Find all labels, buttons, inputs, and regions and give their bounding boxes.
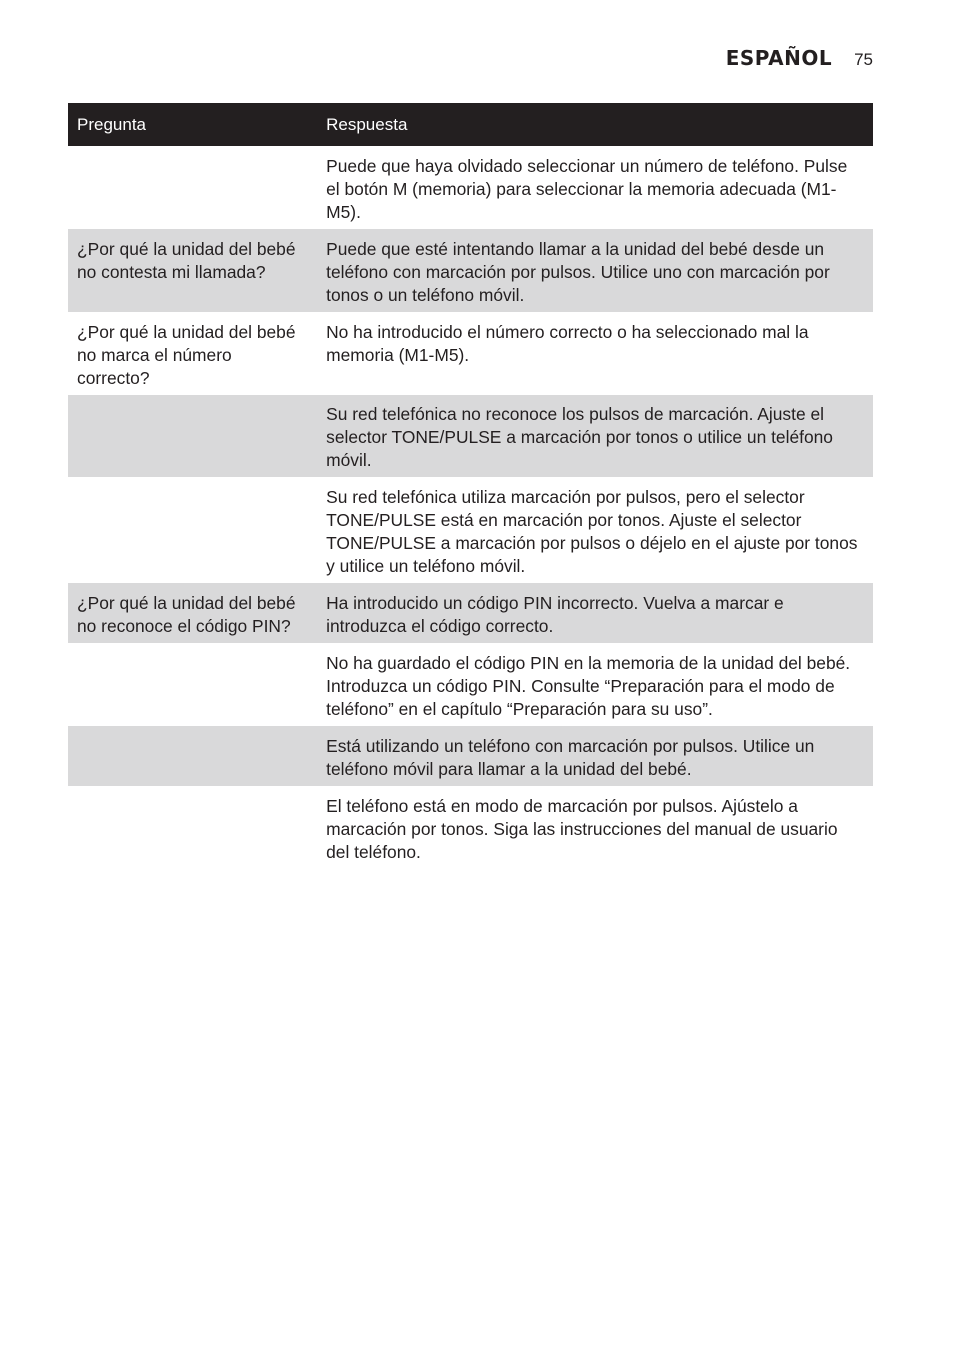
question-cell (68, 726, 317, 786)
answer-cell: El teléfono está en modo de marcación por pulsos. Ajústelo a marcación por tonos. Siga las instrucciones del manual de usuario del teléfono. (326, 796, 838, 862)
table-header-row (68, 103, 873, 146)
page-header (726, 46, 873, 70)
question-cell (68, 477, 317, 583)
question-cell (68, 146, 317, 229)
table-row (68, 229, 873, 312)
answer-cell: Ha introducido un código PIN incorrecto. Vuelva a marcar e introduzca el código correcto. (317, 583, 873, 643)
question-cell: ¿Por qué la unidad del bebé no reconoce el código PIN? (68, 583, 317, 643)
column-header-question: Pregunta (68, 103, 317, 146)
answer-cell: Puede que esté intentando llamar a la unidad del bebé desde un teléfono con marcación por pulsos. Utilice uno con marcación por tonos o un teléfono móvil. (317, 229, 873, 312)
troubleshooting-table (68, 103, 873, 869)
answer-cell: No ha introducido el número correcto o ha seleccionado mal la memoria (M1-M5). (326, 322, 809, 365)
table-row (68, 786, 873, 869)
question-cell: ¿Por qué la unidad del bebé no contesta mi llamada? (68, 229, 317, 312)
page-number: 75 (854, 50, 873, 69)
table-row (68, 726, 873, 786)
question-cell: ¿Por qué la unidad del bebé no marca el número correcto? (77, 322, 296, 388)
table-row (68, 583, 873, 643)
table-row (68, 395, 873, 477)
table-row (68, 477, 873, 583)
answer-cell: Su red telefónica utiliza marcación por pulsos, pero el selector TONE/PULSE está en marcación por tonos. Ajuste el selector TONE/PULSE a marcación por pulsos o déjelo en el ajuste por tonos y utilice un teléfono móvil. (326, 487, 858, 576)
answer-cell: No ha guardado el código PIN en la memoria de la unidad del bebé. Introduzca un código PIN. Consulte “Preparación para el modo de teléfono” en el capítulo “Preparación para su uso”. (326, 653, 851, 719)
column-header-answer: Respuesta (317, 103, 873, 146)
answer-cell: Su red telefónica no reconoce los pulsos de marcación. Ajuste el selector TONE/PULSE a marcación por tonos o utilice un teléfono móvil. (317, 395, 873, 477)
table-row (68, 312, 873, 395)
answer-cell: Está utilizando un teléfono con marcación por pulsos. Utilice un teléfono móvil para llamar a la unidad del bebé. (317, 726, 873, 786)
question-cell (68, 395, 317, 477)
answer-cell: Puede que haya olvidado seleccionar un número de teléfono. Pulse el botón M (memoria) para seleccionar la memoria adecuada (M1-M5). (326, 156, 848, 222)
table-row (68, 643, 873, 726)
table-row (68, 146, 873, 229)
section-title: ESPAÑOL (725, 46, 833, 70)
question-cell (68, 643, 317, 726)
question-cell (68, 786, 317, 869)
